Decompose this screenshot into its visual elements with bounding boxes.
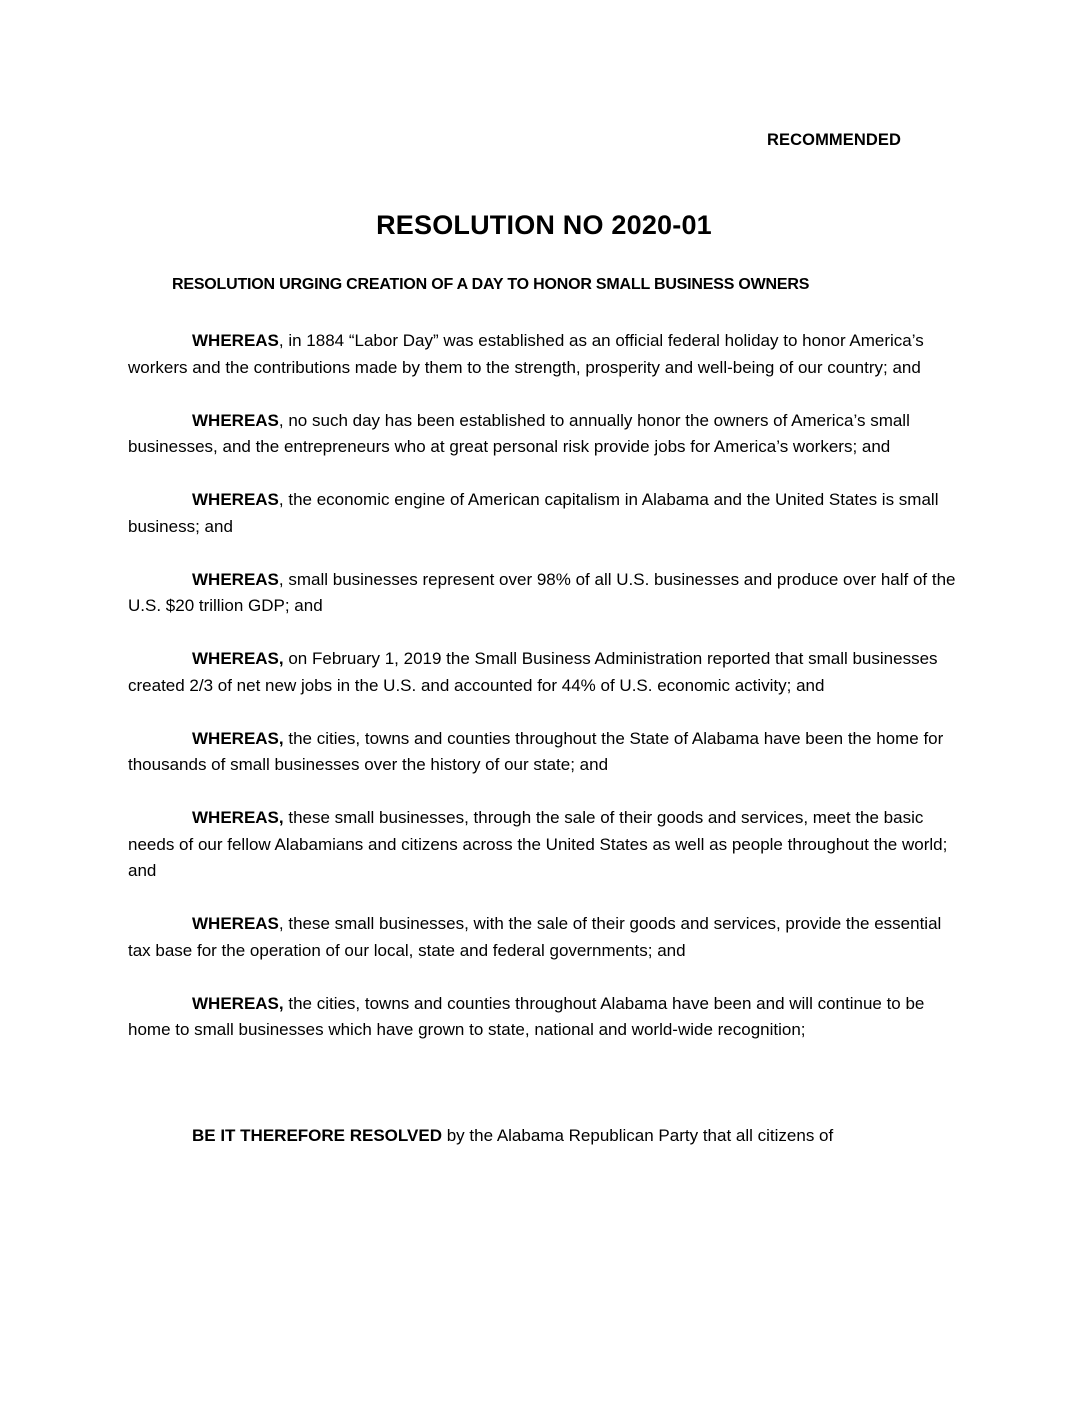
whereas-lead: WHEREAS, [192,808,284,827]
whereas-lead: WHEREAS [192,569,279,589]
resolved-text: by the Alabama Republican Party that all citizens of [442,1125,834,1145]
whereas-lead: WHEREAS, [192,728,284,748]
whereas-clause-9 [128,991,958,1044]
whereas-lead: WHEREAS [192,914,279,933]
whereas-lead: WHEREAS, [192,993,284,1013]
resolution-subtitle: RESOLUTION URGING CREATION OF A DAY TO HONOR SMALL BUSINESS OWNERS [172,276,810,293]
whereas-text: , small businesses represent over 98% of all U.S. businesses and produce over half of the U.S. $20 trillion GDP; and [128,569,956,615]
whereas-lead: WHEREAS [192,410,279,430]
whereas-clause-8 [128,911,958,964]
whereas-clause-1 [128,328,958,381]
whereas-lead: WHEREAS [192,490,279,509]
whereas-text: the cities, towns and counties throughout Alabama have been and will continue to be home to small businesses which have grown to state, national and world-wide recognition; [128,993,925,1039]
whereas-text: , these small businesses, with the sale of their goods and services, provide the essential tax base for the operation of our local, state and federal governments; and [128,914,942,960]
whereas-clause-3 [128,487,958,540]
whereas-text: , the economic engine of American capitalism in Alabama and the United States is small business; and [128,490,939,536]
whereas-lead: WHEREAS [192,331,279,350]
whereas-clause-4 [128,567,958,620]
whereas-text: these small businesses, through the sale of their goods and services, meet the basic needs of our fellow Alabamians and citizens across the United States as well as people throughout the world; and [128,808,948,880]
status-label: RECOMMENDED [767,131,902,149]
resolved-clause [128,1123,958,1150]
whereas-text: , in 1884 “Labor Day” was established as an official federal holiday to honor America’s workers and the contributions made by them to the strength, prosperity and well-being of our country; and [128,331,924,377]
whereas-text: on February 1, 2019 the Small Business Administration reported that small businesses created 2/3 of net new jobs in the U.S. and accounted for 44% of U.S. economic activity; and [128,649,938,695]
whereas-lead: WHEREAS, [192,649,284,668]
whereas-clause-2 [128,408,958,461]
resolution-title: RESOLUTION NO 2020-01 [376,210,712,240]
whereas-text: , no such day has been established to annually honor the owners of America’s small businesses, and the entrepreneurs who at great personal risk provide jobs for America’s workers; and [128,410,910,456]
whereas-text: the cities, towns and counties throughout the State of Alabama have been the home for thousands of small businesses over the history of our state; and [128,728,944,774]
whereas-clause-7 [128,805,958,885]
whereas-clause-5 [128,646,958,699]
whereas-clause-6 [128,726,958,779]
resolution-body [128,328,958,1176]
resolved-lead: BE IT THEREFORE RESOLVED [192,1125,442,1145]
